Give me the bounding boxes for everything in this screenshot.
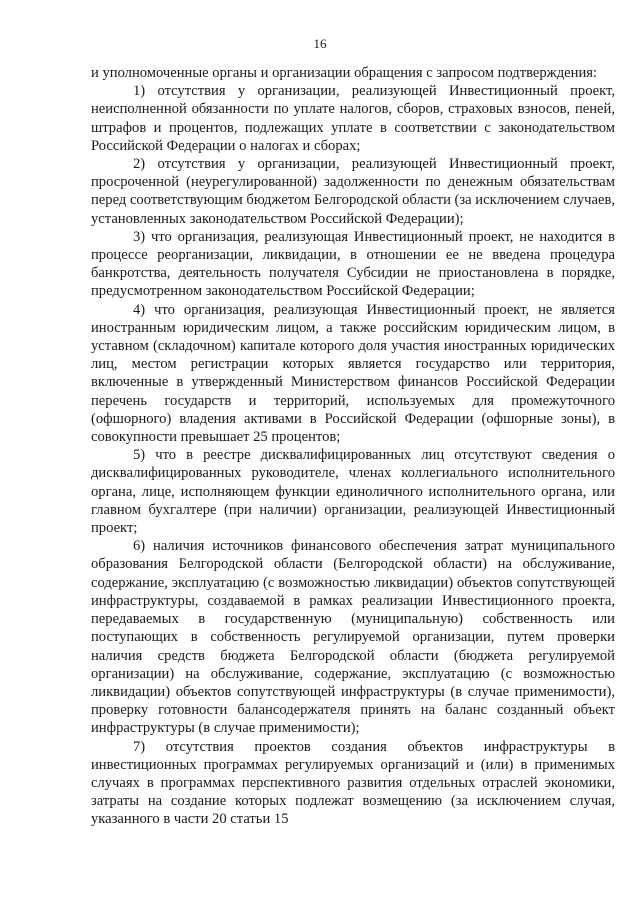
- paragraph-item-5: 5) что в реестре дисквалифицированных лиц отсутствуют сведения о дисквалифицированных руководителе, членах коллегиального исполнительного органа, лице, исполняющем функции единоличного исполнительного органа, или главном бухгалтере (при наличии) организации, реализующей Инвестиционный проект;: [91, 447, 615, 537]
- paragraph-item-3: 3) что организация, реализующая Инвестиционный проект, не находится в процессе реорганизации, ликвидации, в отношении ее не введена процедура банкротства, деятельность получателя Субсидии не приостановлена в порядке, предусмотренном законодательством Российской Федерации;: [91, 228, 615, 300]
- paragraph-item-4: 4) что организация, реализующая Инвестиционный проект, не является иностранным юридическим лицом, а также российским юридическим лицом, в уставном (складочном) капитале которого доля участия иностранных юридических лиц, местом регистрации которых является государство или территория, включенные в утвержденный Министерством финансов Российской Федерации перечень государств и территорий, используемых для промежуточного (офшорного) владения активами в Российской Федерации (офшорные зоны), в совокупности превышает 25 процентов;: [91, 301, 615, 446]
- paragraph-item-2: 2) отсутствия у организации, реализующей Инвестиционный проект, просроченной (неурегулированной) задолженности по денежным обязательствам перед соответствующим бюджетом Белгородской области (за исключением случаев, установленных законодательством Российской Федерации);: [91, 156, 615, 227]
- document-body: [91, 64, 615, 829]
- paragraph-item-6: 6) наличия источников финансового обеспечения затрат муниципального образования Белгородской области (Белгородской области) на обслуживание, содержание, эксплуатацию (с возможностью ликвидации) объектов сопутствующей инфраструктуры, создаваемой в рамках реализации Инвестиционного проекта, передаваемых в государственную (муниципальную) собственность или поступающих в собственность регулируемой организации, путем проверки наличия средств бюджета Белгородской области (бюджета регулируемой организации) на обслуживание, содержание, эксплуатацию (с возможностью ликвидации) объектов сопутствующей инфраструктуры (в случае применимости), проверку готовности балансодержателя принять на баланс созданный объект инфраструктуры (в случае применимости);: [91, 538, 615, 737]
- paragraph-item-1: 1) отсутствия у организации, реализующей Инвестиционный проект, неисполненной обязанности по уплате налогов, сборов, страховых взносов, пеней, штрафов и процентов, подлежащих уплате в соответствии с законодательством Российской Федерации о налогах и сборах;: [91, 83, 615, 154]
- page-number: 16: [313, 36, 327, 51]
- paragraph-intro: и уполномоченные органы и организации обращения с запросом подтверждения:: [91, 65, 598, 81]
- paragraph-item-7: 7) отсутствия проектов создания объектов инфраструктуры в инвестиционных программах регулируемых организаций и (или) в применимых случаях в программах перспективного развития отдельных отраслей экономики, затраты на создание которых подлежат возмещению (за исключением случая, указанного в части 20 статьи 15: [91, 738, 615, 828]
